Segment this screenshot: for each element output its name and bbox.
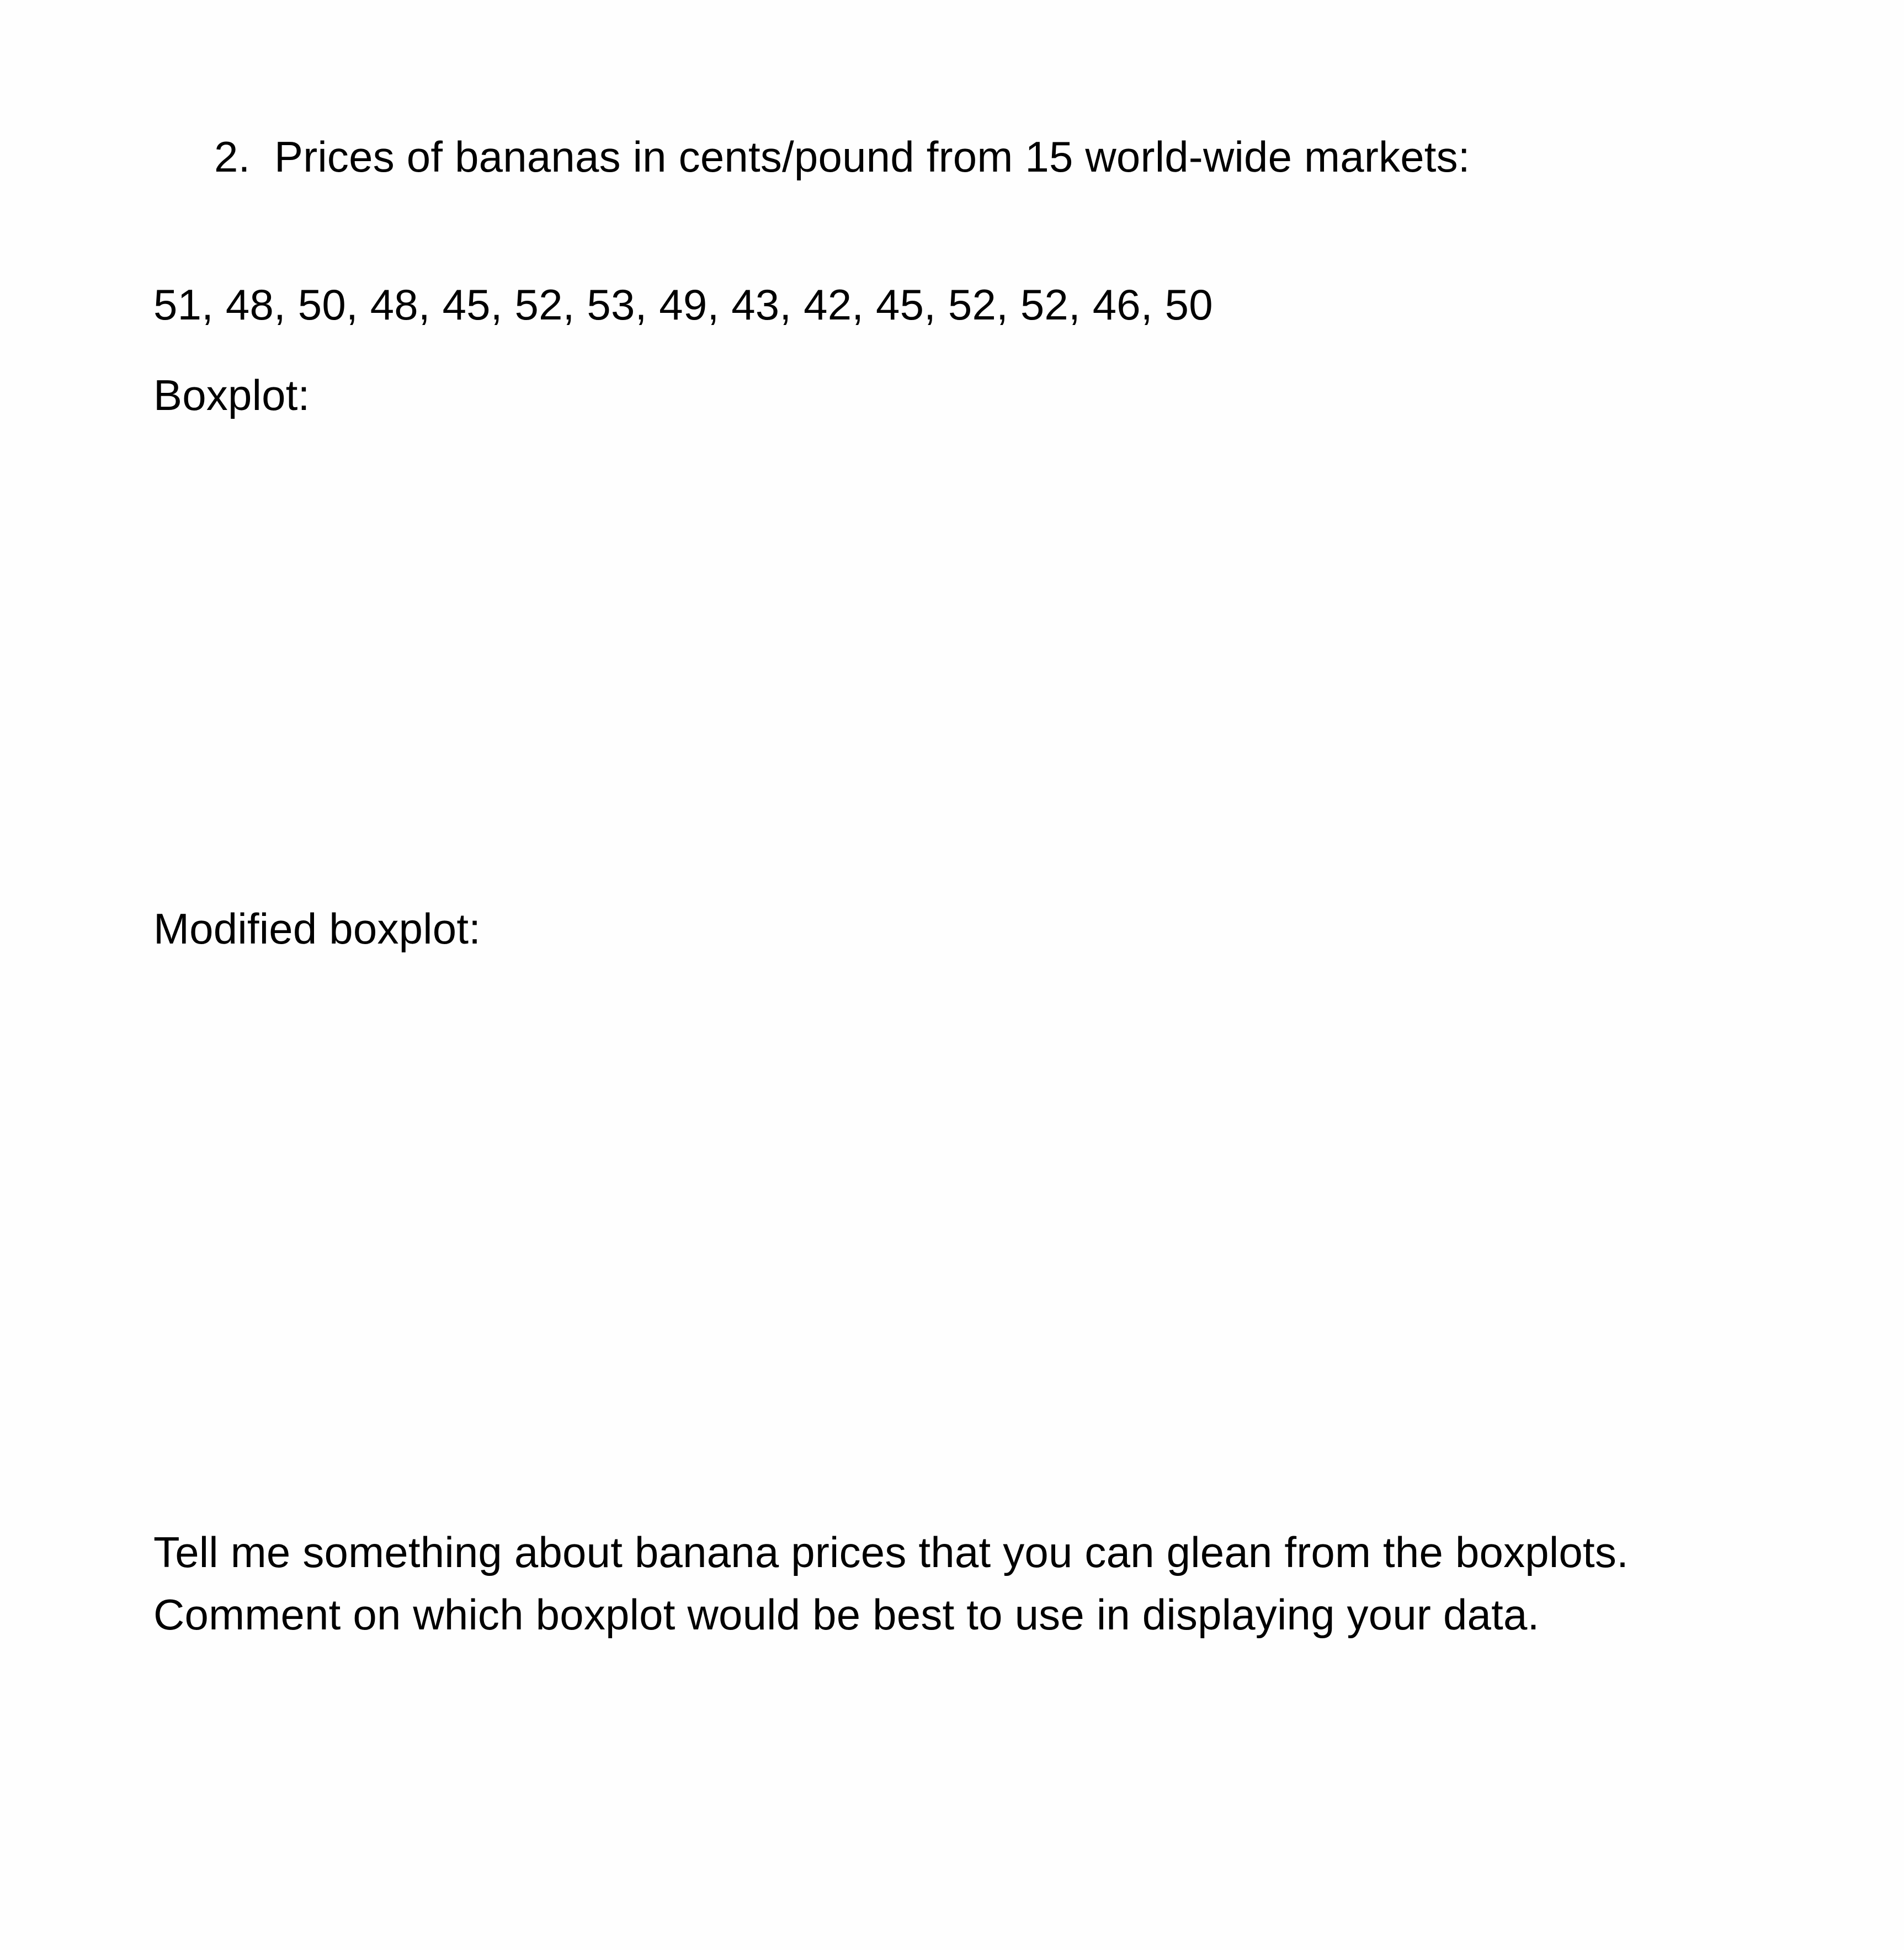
boxplot-answer-space (153, 430, 1699, 883)
modified-boxplot-answer-space (153, 966, 1699, 1506)
data-values: 51, 48, 50, 48, 45, 52, 53, 49, 43, 42, 45, 52, 52, 46, 50 (153, 280, 1213, 329)
prompt-line-2: Comment on which boxplot would be best to use in displaying your data. (153, 1590, 1540, 1639)
modified-boxplot-label: Modified boxplot: (153, 904, 481, 953)
boxplot-label: Boxplot: (153, 371, 310, 419)
prompt-line-1: Tell me something about banana prices that you can glean from the boxplots. (153, 1528, 1629, 1576)
question-title: Prices of bananas in cents/pound from 15 world-wide markets: (274, 132, 1470, 181)
question-number: 2. (214, 132, 251, 181)
